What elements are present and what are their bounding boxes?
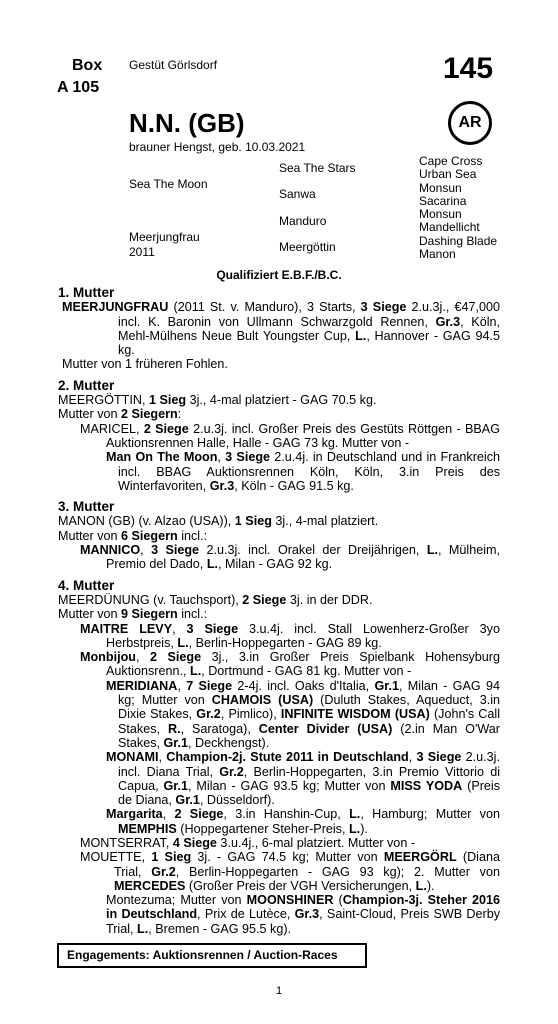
box-number: A 105 (57, 79, 100, 96)
lot-number: 145 (443, 52, 494, 85)
pedigree-gen2: Sanwa (279, 187, 316, 201)
pedigree-gen2: Meergöttin (279, 240, 336, 254)
body-paragraph: MONAMI, Champion-2j. Stute 2011 in Deutschland, 3 Siege 2.u.3j. incl. Diana Trial, Gr.2, Berlin-Hoppegarten, 3.in Premio Vittorio di Capua, Gr.1, Milan - GAG 93.5 kg; Mutter von MISS YODA (Preis de Diana, Gr.1, Düsseldorf). (106, 750, 501, 808)
body-paragraph: MOUETTE, 1 Sieg 3j. - GAG 74.5 kg; Mutter von MEERGÖRL (Diana Trial, Gr.2, Berlin-Hoppegarten - GAG 93 kg); 2. Mutter von MERCEDES (Großer Preis der VGH Versicherungen, L.). (80, 850, 500, 893)
body-paragraph: MEERGÖTTIN, 1 Sieg 3j., 4-mal platziert - GAG 70.5 kg. (58, 393, 377, 408)
body-paragraph: Mutter von 9 Siegern incl.: (58, 607, 208, 622)
body-paragraph: MEERDÜNUNG (v. Tauchsport), 2 Siege 3j. in der DDR. (58, 592, 373, 607)
qualification-note: Qualifiziert E.B.F./B.C. (216, 268, 342, 282)
section-heading: 4. Mutter (58, 577, 115, 593)
body-paragraph: Mutter von 1 früheren Fohlen. (62, 357, 228, 372)
pedigree-dam-year: 2011 (129, 245, 155, 259)
ar-badge: AR (448, 101, 492, 145)
section-heading: 2. Mutter (58, 377, 115, 393)
body-paragraph: MARICEL, 2 Siege 2.u.3j. incl. Großer Preis des Gestüts Röttgen - BBAG Auktionsrennen Halle, Halle - GAG 73 kg. Mutter von - (80, 421, 500, 450)
horse-name: N.N. (GB) (129, 108, 245, 138)
pedigree-sire: Sea The Moon (129, 177, 208, 191)
body-paragraph: MONTSERRAT, 4 Siege 3.u.4j., 6-mal platziert. Mutter von - (80, 835, 416, 850)
body-paragraph: Mutter von 6 Siegern incl.: (58, 528, 208, 543)
pedigree-gen3: Manon (419, 247, 456, 261)
horse-description: brauner Hengst, geb. 10.03.2021 (129, 140, 306, 154)
body-paragraph: Monbijou, 2 Siege 3j., 3.in Großer Preis Spielbank Hohensyburg Auktionsrenn., L., Dortmund - GAG 81 kg. Mutter von - (80, 650, 501, 679)
page-number: 1 (275, 985, 283, 997)
pedigree-gen3: Monsun (419, 207, 462, 221)
pedigree-dam: Meerjungfrau (129, 230, 200, 244)
pedigree-gen3: Mandellicht (419, 220, 480, 234)
pedigree-gen2: Sea The Stars (279, 161, 356, 175)
dam-line-body (58, 286, 500, 936)
breeder-name: Gestüt Görlsdorf (129, 58, 218, 72)
body-paragraph: Margarita, 2 Siege, 3.in Hanshin-Cup, L., Hamburg; Mutter von MEMPHIS (Hoppegartener Steher-Preis, L.). (106, 807, 500, 836)
body-paragraph: MERIDIANA, 7 Siege 2-4j. incl. Oaks d'Italia, Gr.1, Milan - GAG 94 kg; Mutter von CHAMOIS (USA) (Duluth Stakes, Aqueduct, 3.in Dixie Stakes, Gr.2, Pimlico), INFINITE WISDOM (USA) (John's Call Stakes, R., Saratoga), Center Divider (USA) (2.in Man O'War Stakes, Gr.1, Deckhengst). (106, 678, 501, 750)
section-heading: 3. Mutter (58, 499, 115, 515)
engagements-box: Engagements: Auktionsrennen / Auction-Races (57, 943, 367, 968)
pedigree-gen3: Sacarina (419, 194, 467, 208)
body-paragraph: Mutter von 2 Siegern: (58, 407, 182, 422)
box-label: Box (72, 57, 103, 74)
body-paragraph: MEERJUNGFRAU (2011 St. v. Manduro), 3 Starts, 3 Siege 2.u.3j., €47,000 incl. K. Baronin von Ullmann Schwarzgold Rennen, Gr.3, Köln, Mehl-Mülhens Neue Bult Youngster Cup, L., Hannover - GAG 94.5 kg. (62, 300, 501, 358)
body-paragraph: MAITRE LEVY, 3 Siege 3.u.4j. incl. Stall Lowenherz-Großer 3yo Herbstpreis, L., Berlin-Hoppegarten - GAG 89 kg. (80, 621, 500, 650)
body-paragraph: MANON (GB) (v. Alzao (USA)), 1 Sieg 3j., 4-mal platziert. (58, 514, 379, 529)
pedigree-gen2: Manduro (279, 214, 327, 228)
body-paragraph: Montezuma; Mutter von MOONSHINER (Champion-3j. Steher 2016 in Deutschland, Prix de Lutèce, Gr.3, Saint-Cloud, Preis SWB Derby Trial, L., Bremen - GAG 95.5 kg). (106, 893, 501, 936)
pedigree-gen3: Cape Cross (419, 154, 483, 168)
section-heading: 1. Mutter (58, 285, 115, 300)
pedigree-gen3: Urban Sea (419, 167, 477, 181)
body-paragraph: Man On The Moon, 3 Siege 2.u.4j. in Deutschland und in Frankreich incl. BBAG Auktionsrennen Köln, Köln, 3.in Preis des Winterfavoriten, Gr.3, Köln - GAG 91.5 kg. (106, 450, 501, 493)
pedigree-gen3: Monsun (419, 181, 462, 195)
body-paragraph: MANNICO, 3 Siege 2.u.3j. incl. Orakel der Dreijährigen, L., Mülheim, Premio del Dado, L., Milan - GAG 92 kg. (80, 543, 500, 572)
pedigree-gen3: Dashing Blade (419, 234, 498, 248)
